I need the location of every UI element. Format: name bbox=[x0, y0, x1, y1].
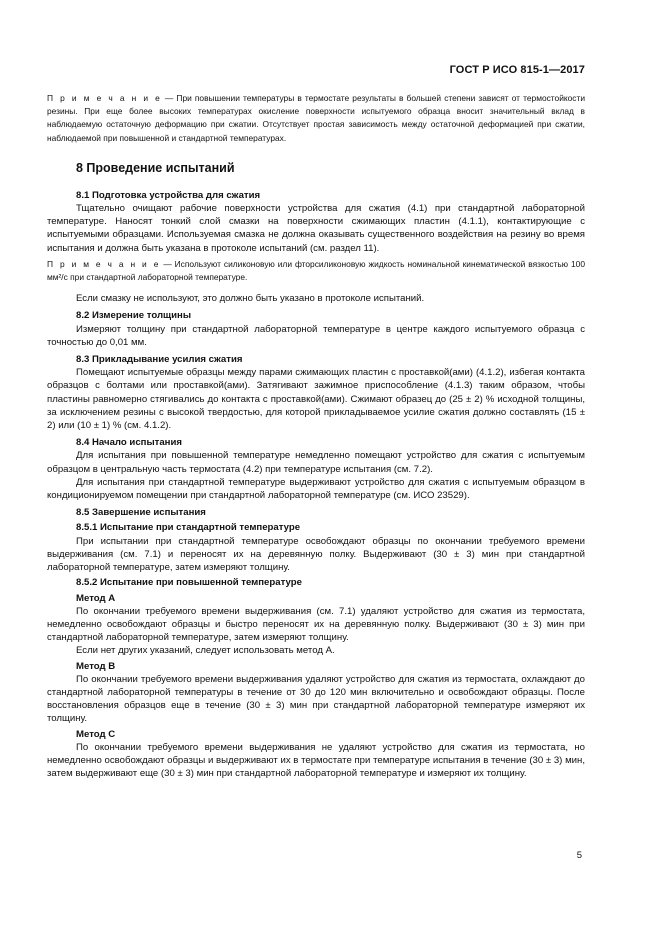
note-label: П р и м е ч а н и е bbox=[47, 93, 162, 103]
paragraph: Если смазку не используют, это должно быть указано в протоколе испытаний. bbox=[76, 293, 425, 305]
subsection-heading-8-5-2: 8.5.2 Испытание при повышенной температуре bbox=[76, 577, 302, 589]
document-body bbox=[47, 92, 585, 780]
paragraph: Помещают испытуемые образцы между парами сжимающих пластин с проставкой(ами) (4.1.2), избегая контакта образцов с болтами или проставкой(ами). Затягивают зажимное приспособление (4.1.3) таким образом, чтобы пластины равномерно стягивались до контакта с проставкой(ами). Сжимают образец до (25 ± 2) % исходной толщины, за исключением резины с высокой твердостью, для которой прикладываемое усилие сжатия должно составлять (15 ± 2) или (10 ± 1) % (см. 4.1.2). bbox=[47, 367, 585, 432]
method-c-heading: Метод С bbox=[76, 728, 116, 740]
document-header: ГОСТ Р ИСО 815-1—2017 bbox=[449, 64, 585, 76]
paragraph: Для испытания при стандартной температуре выдерживают устройство для сжатия с испытуемым образцом в кондиционируемом помещении при стандартной лабораторной температуре (см. ИСО 23529). bbox=[47, 476, 585, 502]
method-a-heading: Метод А bbox=[76, 592, 116, 604]
paragraph: По окончании требуемого времени выдерживания удаляют устройство для сжатия из термостата, охлаждают до стандартной лабораторной температуры в течение от 30 до 120 мин включительно и освобождают образцы. После восстановления образцов еще в течение (30 ± 3) мин при стандартной лабораторной температуре измеряют их толщину. bbox=[47, 673, 585, 725]
note-text: — При повышении температуры в термостате результаты в большей степени зависят от термостойкости резины. При еще более высоких температурах окисление поверхности испытуемого образца вносит значительный вклад в наблюдаемую остаточную деформацию при сжатии. Отсутствует простая зависимость между остаточной деформацией при сжатии, наблюдаемой при повышенной и стандартной температурах. bbox=[47, 93, 585, 143]
subsection-heading-8-5: 8.5 Завершение испытания bbox=[76, 507, 206, 519]
subsection-heading-8-1: 8.1 Подготовка устройства для сжатия bbox=[76, 189, 261, 201]
paragraph: При испытании при стандартной температуре освобождают образцы по окончании требуемого времени выдерживания (см. 7.1) и переносят их на деревянную полку. Выдерживают (30 ± 3) мин при стандартной лабораторной температуре, затем измеряют толщину. bbox=[47, 535, 585, 574]
paragraph: Измеряют толщину при стандартной лабораторной температуре в центре каждого испытуемого образца с точностью до 0,01 мм. bbox=[47, 323, 585, 348]
paragraph: По окончании требуемого времени выдерживания не удаляют устройство для сжатия из термостата, но немедленно освобождают образцы и выдерживают их в термостате при температуре испытания в течение (30 ± 3) мин, затем выдерживают еще (30 ± 3) мин при стандартной лабораторной температуре и измеряют их толщину. bbox=[47, 741, 585, 780]
note-paragraph bbox=[47, 258, 585, 284]
paragraph: Для испытания при повышенной температуре немедленно помещают устройство для сжатия с испытуемым образцом в центральную часть термостата (4.2) при температуре испытания (см. 7.2). bbox=[47, 450, 585, 475]
paragraph: По окончании требуемого времени выдерживания (см. 7.1) удаляют устройство для сжатия из термостата, немедленно освобождают образцы и быстро переносят их на деревянную полку. Выдерживают (30 ± 3) мин при стандартной лабораторной температуре, затем измеряют толщину. bbox=[47, 605, 585, 644]
section-heading-8: 8 Проведение испытаний bbox=[76, 160, 235, 175]
paragraph: Тщательно очищают рабочие поверхности устройства для сжатия (4.1) при стандартной лабораторной температуре. Наносят тонкий слой смазки на поверхности сжимающих пластин (4.1.1), контактирующие с испытуемыми образцами. Используемая смазка не должна оказывать существенного воздействия на резину во время испытания и должна быть указана в протоколе испытаний (см. раздел 11). bbox=[47, 203, 585, 254]
method-b-heading: Метод В bbox=[76, 660, 116, 672]
subsection-heading-8-4: 8.4 Начало испытания bbox=[76, 437, 182, 449]
page-number: 5 bbox=[576, 850, 582, 861]
note-label: П р и м е ч а н и е bbox=[47, 258, 161, 269]
note-paragraph bbox=[47, 92, 585, 145]
note-text: — Используют силиконовую или фторсиликоновую жидкость номинальной кинематической вязкостью 100 мм²/с при стандартной лабораторной температуре. bbox=[47, 258, 585, 283]
subsection-heading-8-2: 8.2 Измерение толщины bbox=[76, 310, 192, 322]
subsection-heading-8-5-1: 8.5.1 Испытание при стандартной температуре bbox=[76, 522, 301, 534]
subsection-heading-8-3: 8.3 Прикладывание усилия сжатия bbox=[76, 354, 243, 366]
paragraph: Если нет других указаний, следует использовать метод А. bbox=[76, 645, 335, 657]
